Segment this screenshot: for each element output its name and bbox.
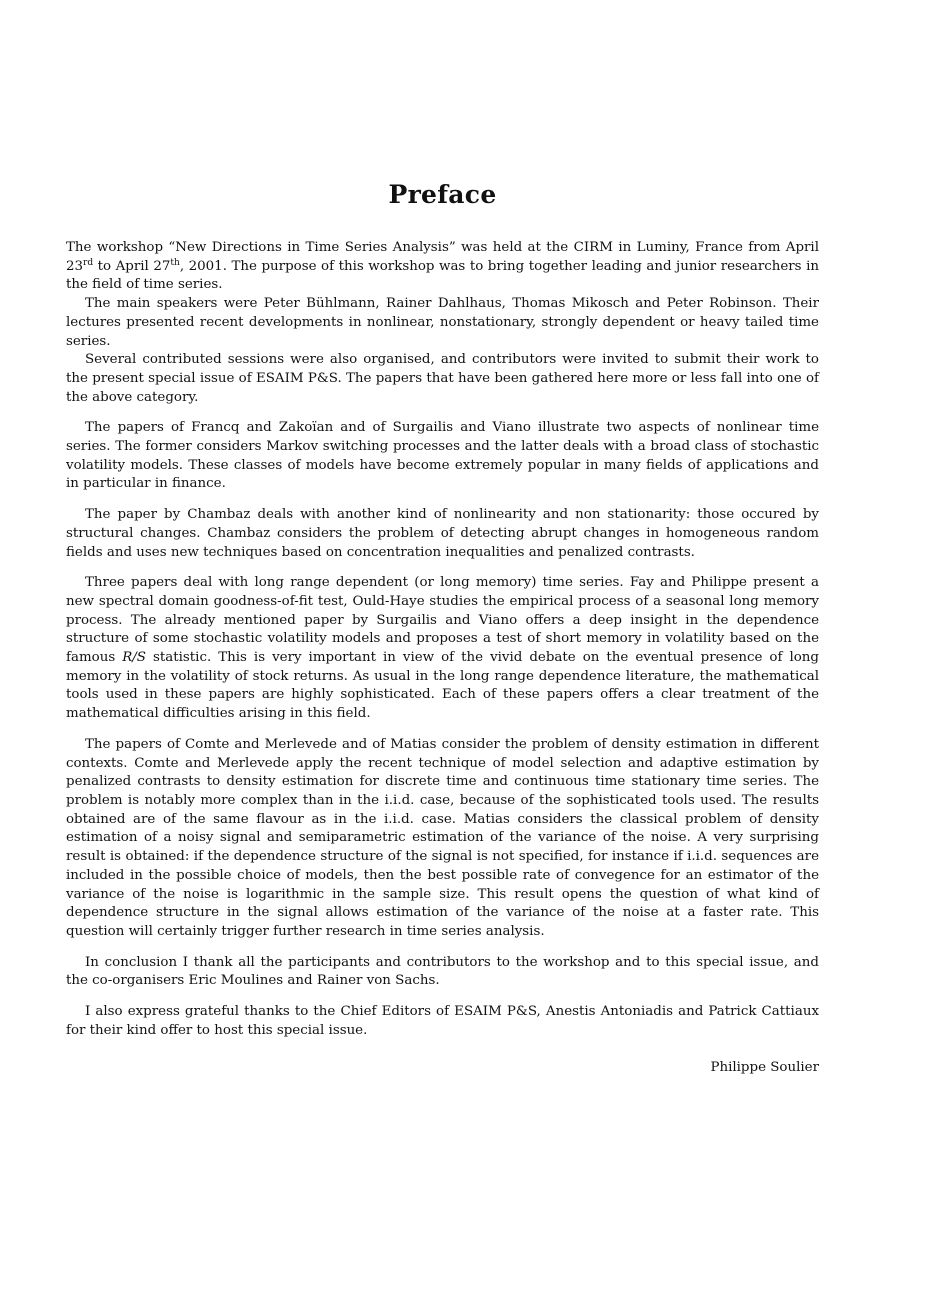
- paragraph-density-estimation: The papers of Comte and Merlevede and of Matias consider the problem of density estimation in different contexts. Comte and Merlevede apply the recent technique of model selection and adaptive estimation by penalized contrasts to density estimation for discrete time and continuous time stationary time series. The problem is notably more complex than in the i.i.d. case, because of the sophisticated tools used. The results obtained are of the same flavour as in the i.i.d. case. Matias considers the classical problem of density estimation of a noisy signal and semiparametric estimation of the variance of the noise. A very surprising result is obtained: if the dependence structure of the signal is not specified, for instance if i.i.d. sequences are included in the possible choice of models, then the best possible rate of convegence for an estimator of the variance of the noise is logarithmic in the sample size. This result opens the question of what kind of dependence structure in the signal allows estimation of the variance of the noise at a faster rate. This question will certainly trigger further research in time series analysis.: [66, 736, 819, 939]
- author-signature: Philippe Soulier: [710, 1060, 819, 1076]
- intro-text-2: to April 27: [93, 258, 171, 274]
- paragraph-contributed-sessions: Several contributed sessions were also organised, and contributors were invited to submit their work to the present special issue of ESAIM P&S. The papers that have been gathered here more or less fall into one of the above category.: [66, 352, 819, 405]
- paragraph-main-speakers: The main speakers were Peter Bühlmann, Rainer Dahlhaus, Thomas Mikosch and Peter Robinson. Their lectures presented recent developments in nonlinear, nonstationary, strongly dependent or heavy tailed time series.: [66, 296, 819, 349]
- superscript-rd: rd: [83, 257, 94, 268]
- preface-page: [66, 180, 819, 1075]
- page-title: Preface: [388, 180, 497, 209]
- intro-text-1: The workshop “New Directions in Time Series Analysis” was held at the CIRM in Luminy, France from April 23: [66, 240, 819, 274]
- long-memory-text-2: statistic. This is very important in view of the vivid debate on the eventual presence of long memory in the volatility of stock returns. As usual in the long range dependence literature, the mathematical tools used in these papers are highly sophisticated. Each of these papers offers a clear treatment of the mathematical difficulties arising in this field.: [66, 650, 820, 722]
- paragraph-thanks: I also express grateful thanks to the Chief Editors of ESAIM P&S, Anestis Antoniadis and Patrick Cattiaux for their kind offer to host this special issue.: [66, 1004, 819, 1038]
- intro-text-3: , 2001. The purpose of this workshop was to bring together leading and junior researchers in the field of time series.: [66, 258, 819, 293]
- rs-statistic-math: R/S: [122, 650, 146, 666]
- paragraph-long-memory: [66, 574, 819, 724]
- paragraph-conclusion: In conclusion I thank all the participants and contributors to the workshop and to this special issue, and the co-organisers Eric Moulines and Rainer von Sachs.: [66, 954, 819, 989]
- paragraph-workshop-intro: [66, 239, 819, 295]
- paragraph-structural-changes: The paper by Chambaz deals with another kind of nonlinearity and non stationarity: those occured by structural changes. Chambaz considers the problem of detecting abrupt changes in homogeneous random fields and uses new techniques based on concentration inequalities and penalized contrasts.: [66, 507, 819, 560]
- long-memory-text-1: Three papers deal with long range dependent (or long memory) time series. Fay and Philippe present a new spectral domain goodness-of-fit test, Ould-Haye studies the empirical process of a seasonal long memory process. The already mentioned paper by Surgailis and Viano offers a deep insight in the dependence structure of some stochastic volatility models and proposes a test of short memory in volatility based on the famous: [66, 575, 819, 666]
- superscript-th: th: [170, 257, 180, 268]
- paragraph-nonlinear-time-series: The papers of Francq and Zakoïan and of Surgailis and Viano illustrate two aspects of nonlinear time series. The former considers Markov switching processes and the latter deals with a broad class of stochastic volatility models. These classes of models have become extremely popular in many fields of applications and in particular in finance.: [66, 420, 819, 492]
